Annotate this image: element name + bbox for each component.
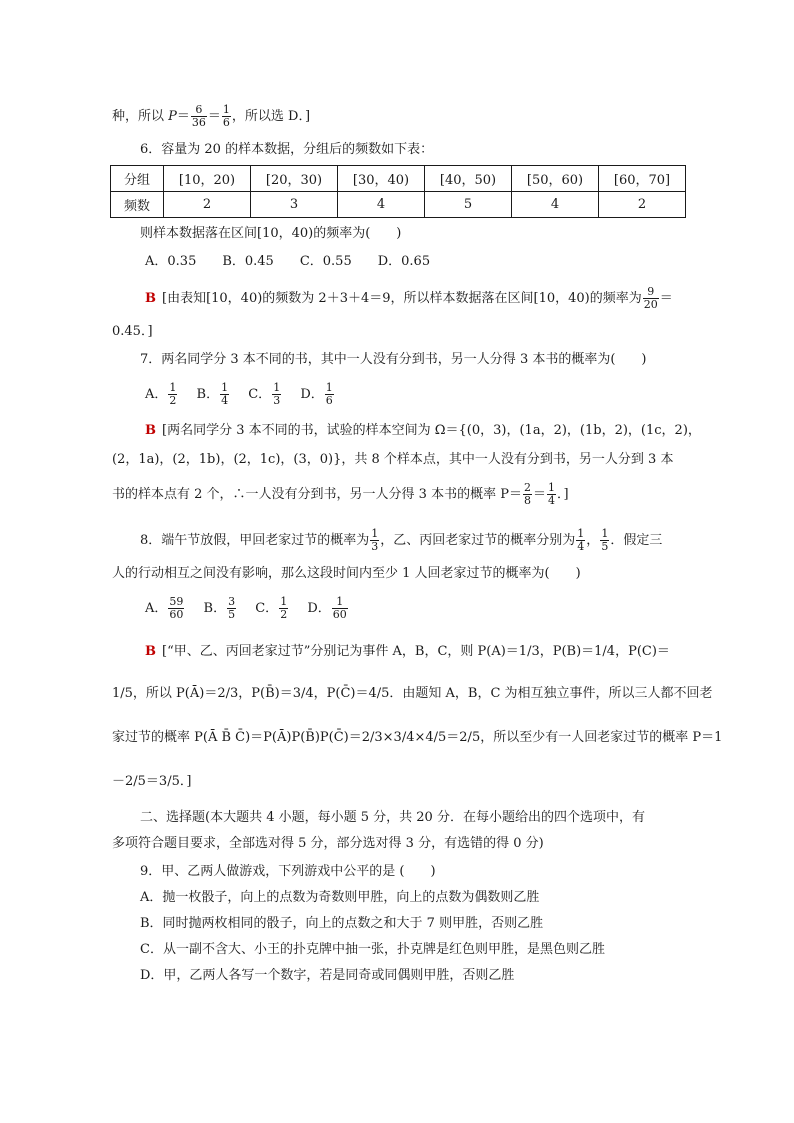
answer-letter: B: [145, 423, 156, 438]
q7-solution-line3: 书的样本点有 2 个，∴一人没有分到书，另一人分得 3 本书的概率 P＝ $\frac{2}{8}$ ＝ $\frac{1}{4}$ ．]: [112, 481, 569, 507]
q9-option-c: C．从一副不含大、小王的扑克牌中抽一张，扑克牌是红色则甲胜，是黑色则乙胜: [140, 942, 605, 957]
table-cell: [10，20): [164, 166, 251, 192]
fraction: $\frac{3}{5}$: [228, 595, 236, 621]
fraction: $\frac{1}{4}$: [547, 481, 555, 507]
q7-stem: 7．两名同学分 3 本不同的书，其中一人没有分到书，另一人分得 3 本书的概率为( ): [140, 352, 647, 367]
answer-letter: B: [145, 644, 156, 659]
q6-solution-end: 0.45．]: [112, 324, 153, 339]
q9-option-b: B．同时抛两枚相同的骰子，向上的点数之和大于 7 则甲胜，否则乙胜: [140, 916, 544, 931]
q7-solution-line1: B [两名同学分 3 本不同的书，试验的样本空间为 Ω＝{(0，3)，(1a，2)，(1b，2)，(1c，2)，: [145, 423, 701, 438]
fraction: $\frac{2}{8}$: [523, 481, 531, 507]
fraction: $\frac{59}{60}$: [169, 595, 184, 621]
table-cell: [50，60): [512, 166, 599, 192]
q6-solution: B [由表知[10，40)的频数为 2＋3＋4＝9，所以样本数据落在区间[10，40)的频率为 $\frac{9}{20}$ ＝: [145, 285, 673, 311]
table-header-cell: 分组: [111, 166, 164, 192]
fraction: $\frac{1}{3}$: [371, 527, 379, 553]
q8-solution-line1: B [“甲、乙、丙回老家过节”分别记为事件 A，B，C，则 P(A)＝1/3，P(B)＝1/4，P(C)＝: [145, 644, 670, 659]
q6-question: 则样本数据落在区间[10，40)的频率为( ): [140, 226, 402, 241]
table-cell: 2: [164, 192, 251, 218]
section-2-intro-line1: 二、选择题(本大题共 4 小题，每小题 5 分，共 20 分．在每小题给出的四个选项中，有: [140, 810, 645, 825]
table-cell: 4: [512, 192, 599, 218]
q8-stem-line1: 8．端午节放假，甲回老家过节的概率为 $\frac{1}{3}$ ，乙、丙回老家过节的概率分别为 $\frac{1}{4}$ ， $\frac{1}{5}$ ．假定三: [140, 527, 663, 553]
q6-options: A．0.35 B．0.45 C．0.55 D．0.65: [145, 254, 431, 269]
q8-stem-line2: 人的行动相互之间没有影响，那么这段时间内至少 1 人回老家过节的概率为( ): [112, 566, 581, 581]
fraction: $\frac{6}{36}$: [191, 103, 206, 129]
q8-solution-line3: 家过节的概率 P(Ā B̄ C̄)＝P(Ā)P(B̄)P(C̄)＝2/3×3/4×4/5＝2/5，所以至少有一人回老家过节的概率 P＝1: [112, 730, 723, 745]
table-header-cell: 频数: [111, 192, 164, 218]
table-cell: 2: [599, 192, 686, 218]
q9-option-a: A．抛一枚骰子，向上的点数为奇数则甲胜，向上的点数为偶数则乙胜: [140, 890, 540, 905]
fraction: $\frac{1}{60}$: [332, 595, 347, 621]
table-cell: [60，70]: [599, 166, 686, 192]
fraction: $\frac{1}{4}$: [221, 381, 229, 407]
prev-solution-tail: 种，所以 P＝ $\frac{6}{36}$ ＝ $\frac{1}{6}$ ，所以选 D．]: [112, 103, 311, 129]
table-row: [111, 192, 686, 218]
fraction: $\frac{1}{4}$: [577, 527, 585, 553]
answer-letter: B: [145, 291, 156, 306]
q6-stem: 6．容量为 20 的样本数据，分组后的频数如下表：: [140, 142, 434, 157]
q7-options: A． $\frac{1}{2}$ B． $\frac{1}{4}$ C． $\frac{1}{3}$ D． $\frac{1}{6}$: [145, 381, 333, 407]
fraction: $\frac{1}{6}$: [222, 103, 230, 129]
table-row: [111, 166, 686, 192]
q8-options: A． $\frac{59}{60}$ B． $\frac{3}{5}$ C． $\frac{1}{2}$ D． $\frac{1}{60}$: [145, 595, 347, 621]
fraction: $\frac{1}{6}$: [325, 381, 333, 407]
table-cell: 4: [338, 192, 425, 218]
fraction: $\frac{1}{2}$: [169, 381, 177, 407]
q9-stem: 9．甲、乙两人做游戏，下列游戏中公平的是 ( ): [140, 864, 436, 879]
frequency-table: [110, 165, 686, 218]
table-cell: 3: [251, 192, 338, 218]
q9-option-d: D．甲，乙两人各写一个数字，若是同奇或同偶则甲胜，否则乙胜: [140, 968, 515, 983]
section-2-intro-line2: 多项符合题目要求，全部选对得 5 分，部分选对得 3 分，有选错的得 0 分): [112, 836, 544, 851]
fraction: $\frac{1}{3}$: [273, 381, 281, 407]
q8-solution-line4: －2/5＝3/5．]: [112, 774, 192, 789]
q8-solution-line2: 1/5，所以 P(Ā)＝2/3，P(B̄)＝3/4，P(C̄)＝4/5．由题知 A，B，C 为相互独立事件，所以三人都不回老: [112, 686, 713, 701]
fraction: $\frac{1}{2}$: [280, 595, 288, 621]
table-cell: [40，50): [425, 166, 512, 192]
q7-solution-line2: (2，1a)，(2，1b)，(2，1c)，(3，0)}，共 8 个样本点，其中一人没有分到书，另一人分到 3 本: [112, 452, 674, 467]
fraction: $\frac{1}{5}$: [601, 527, 609, 553]
table-cell: [30，40): [338, 166, 425, 192]
table-cell: [20，30): [251, 166, 338, 192]
table-cell: 5: [425, 192, 512, 218]
fraction: $\frac{9}{20}$: [643, 285, 658, 311]
